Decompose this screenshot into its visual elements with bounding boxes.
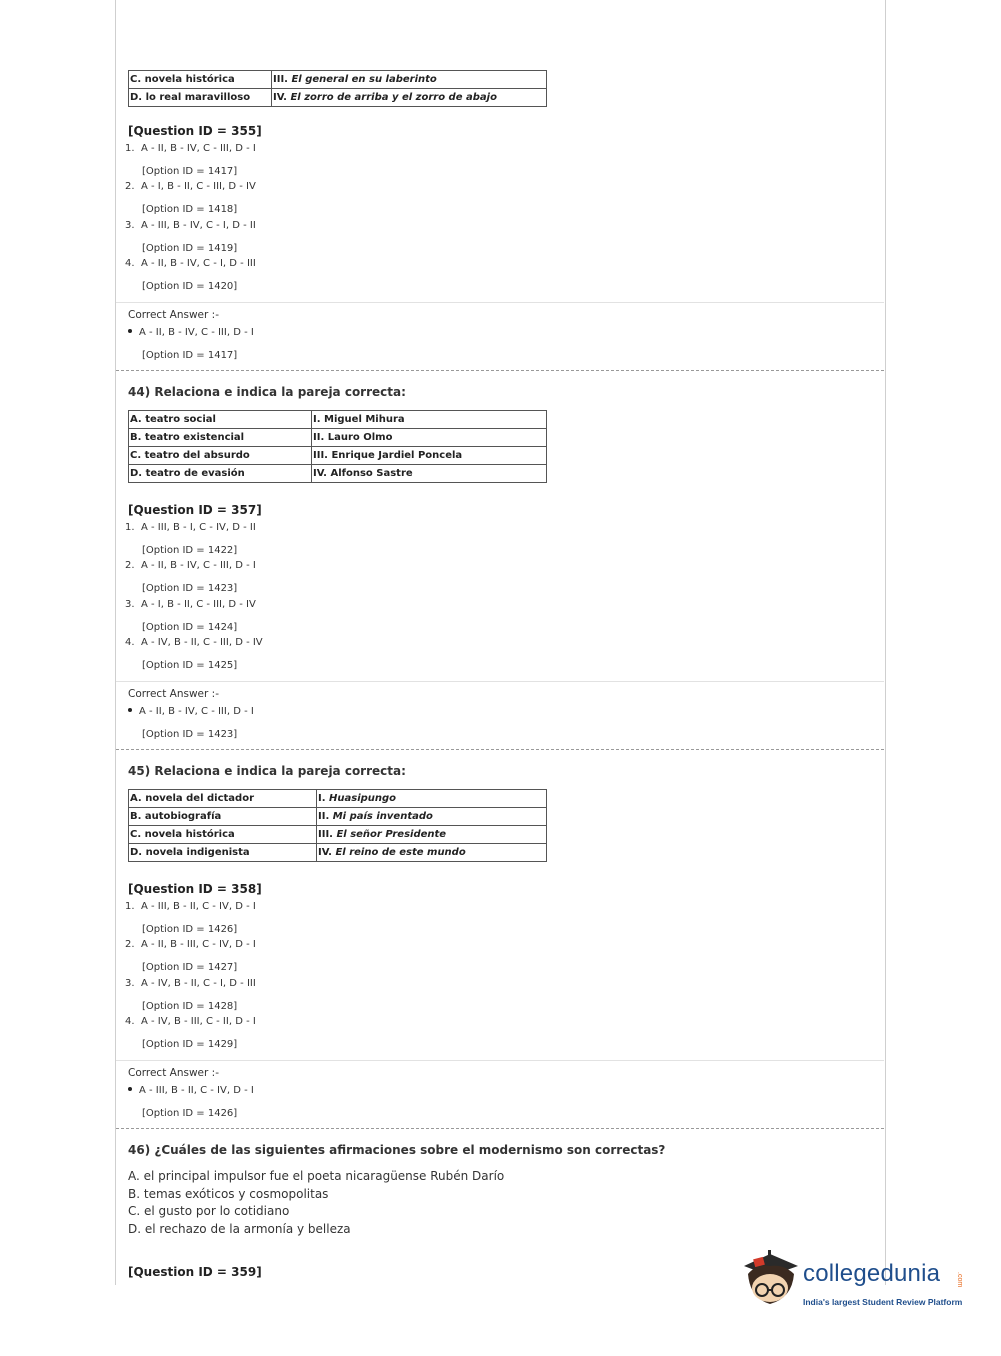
table-cell: D. novela indigenista [129, 844, 317, 862]
table-row [129, 411, 547, 429]
table-row [129, 465, 547, 483]
option-3: 3. A - I, B - II, C - III, D - IV [125, 599, 256, 610]
option-id: [Option ID = 1427] [142, 962, 238, 973]
table-cell: III. Enrique Jardiel Poncela [312, 447, 547, 465]
correct-answer-label: Correct Answer :- [128, 309, 219, 321]
table-cell: C. novela histórica [129, 71, 272, 89]
table-cell: A. teatro social [129, 411, 312, 429]
table-row [129, 429, 547, 447]
option-id: [Option ID = 1428] [142, 1001, 238, 1012]
question-title: 46) ¿Cuáles de las siguientes afirmaciones sobre el modernismo son correctas? [128, 1143, 666, 1157]
option-id: [Option ID = 1429] [142, 1039, 238, 1050]
option-id: [Option ID = 1420] [142, 281, 238, 292]
table-row [129, 808, 547, 826]
table-cell: C. teatro del absurdo [129, 447, 312, 465]
statement: A. el principal impulsor fue el poeta nicaragüense Rubén Darío [128, 1169, 505, 1183]
option-2: 2. A - I, B - II, C - III, D - IV [125, 181, 256, 192]
brand-name: collegedunia [803, 1260, 941, 1287]
option-2: 2. A - II, B - III, C - IV, D - I [125, 939, 256, 950]
correct-option-id: [Option ID = 1423] [142, 729, 238, 740]
table-cell: IV. El zorro de arriba y el zorro de abajo [272, 89, 547, 107]
option-id: [Option ID = 1424] [142, 622, 238, 633]
option-id: [Option ID = 1417] [142, 166, 238, 177]
table-row [129, 790, 547, 808]
option-1: 1. A - III, B - I, C - IV, D - II [125, 522, 256, 533]
match-table-prev [128, 70, 547, 107]
question-id: [Question ID = 359] [128, 1265, 262, 1279]
option-4: 4. A - II, B - IV, C - I, D - III [125, 258, 256, 269]
divider [116, 1060, 884, 1061]
table-cell: I. Miguel Mihura [312, 411, 547, 429]
correct-option-id: [Option ID = 1426] [142, 1108, 238, 1119]
brand-tagline: India's largest Student Review Platform [803, 1297, 963, 1307]
option-3: 3. A - IV, B - II, C - I, D - III [125, 978, 256, 989]
table-cell: D. teatro de evasión [129, 465, 312, 483]
question-id: [Question ID = 357] [128, 503, 262, 517]
correct-option-id: [Option ID = 1417] [142, 350, 238, 361]
statement: D. el rechazo de la armonía y belleza [128, 1222, 351, 1236]
table-cell: II. Lauro Olmo [312, 429, 547, 447]
table-cell: IV. El reino de este mundo [317, 844, 547, 862]
table-cell: B. autobiografía [129, 808, 317, 826]
correct-answer-label: Correct Answer :- [128, 1067, 219, 1079]
table-cell: A. novela del dictador [129, 790, 317, 808]
student-mascot-icon [740, 1248, 802, 1310]
question-id: [Question ID = 355] [128, 124, 262, 138]
option-id: [Option ID = 1426] [142, 924, 238, 935]
table-cell: C. novela histórica [129, 826, 317, 844]
option-id: [Option ID = 1423] [142, 583, 238, 594]
table-row [129, 826, 547, 844]
option-2: 2. A - II, B - IV, C - III, D - I [125, 560, 256, 571]
bullet-icon [128, 329, 132, 333]
statement: B. temas exóticos y cosmopolitas [128, 1187, 329, 1201]
table-cell: B. teatro existencial [129, 429, 312, 447]
bullet-icon [128, 708, 132, 712]
table-cell: III. El general en su laberinto [272, 71, 547, 89]
brand-suffix: .com [956, 1272, 963, 1288]
table-cell: IV. Alfonso Sastre [312, 465, 547, 483]
option-1: 1. A - II, B - IV, C - III, D - I [125, 143, 256, 154]
divider [116, 302, 884, 303]
option-id: [Option ID = 1422] [142, 545, 238, 556]
correct-answer-label: Correct Answer :- [128, 688, 219, 700]
option-4: 4. A - IV, B - II, C - III, D - IV [125, 637, 263, 648]
correct-answer: A - III, B - II, C - IV, D - I [128, 1085, 254, 1096]
table-row [129, 844, 547, 862]
question-title: 44) Relaciona e indica la pareja correcta: [128, 385, 406, 399]
statement: C. el gusto por lo cotidiano [128, 1204, 290, 1218]
table-cell: I. Huasipungo [317, 790, 547, 808]
correct-answer: A - II, B - IV, C - III, D - I [128, 327, 254, 338]
option-4: 4. A - IV, B - III, C - II, D - I [125, 1016, 256, 1027]
question-separator [116, 749, 884, 750]
table-row [129, 89, 547, 107]
question-title: 45) Relaciona e indica la pareja correcta: [128, 764, 406, 778]
table-row [129, 447, 547, 465]
option-id: [Option ID = 1425] [142, 660, 238, 671]
option-id: [Option ID = 1419] [142, 243, 238, 254]
bullet-icon [128, 1087, 132, 1091]
option-id: [Option ID = 1418] [142, 204, 238, 215]
option-3: 3. A - III, B - IV, C - I, D - II [125, 220, 256, 231]
match-table [128, 789, 547, 862]
table-cell: III. El señor Presidente [317, 826, 547, 844]
table-cell: II. Mi país inventado [317, 808, 547, 826]
question-separator [116, 1128, 884, 1129]
divider [116, 681, 884, 682]
correct-answer: A - II, B - IV, C - III, D - I [128, 706, 254, 717]
question-separator [116, 370, 884, 371]
question-id: [Question ID = 358] [128, 882, 262, 896]
table-row [129, 71, 547, 89]
match-table [128, 410, 547, 483]
table-cell: D. lo real maravilloso [129, 89, 272, 107]
option-1: 1. A - III, B - II, C - IV, D - I [125, 901, 256, 912]
